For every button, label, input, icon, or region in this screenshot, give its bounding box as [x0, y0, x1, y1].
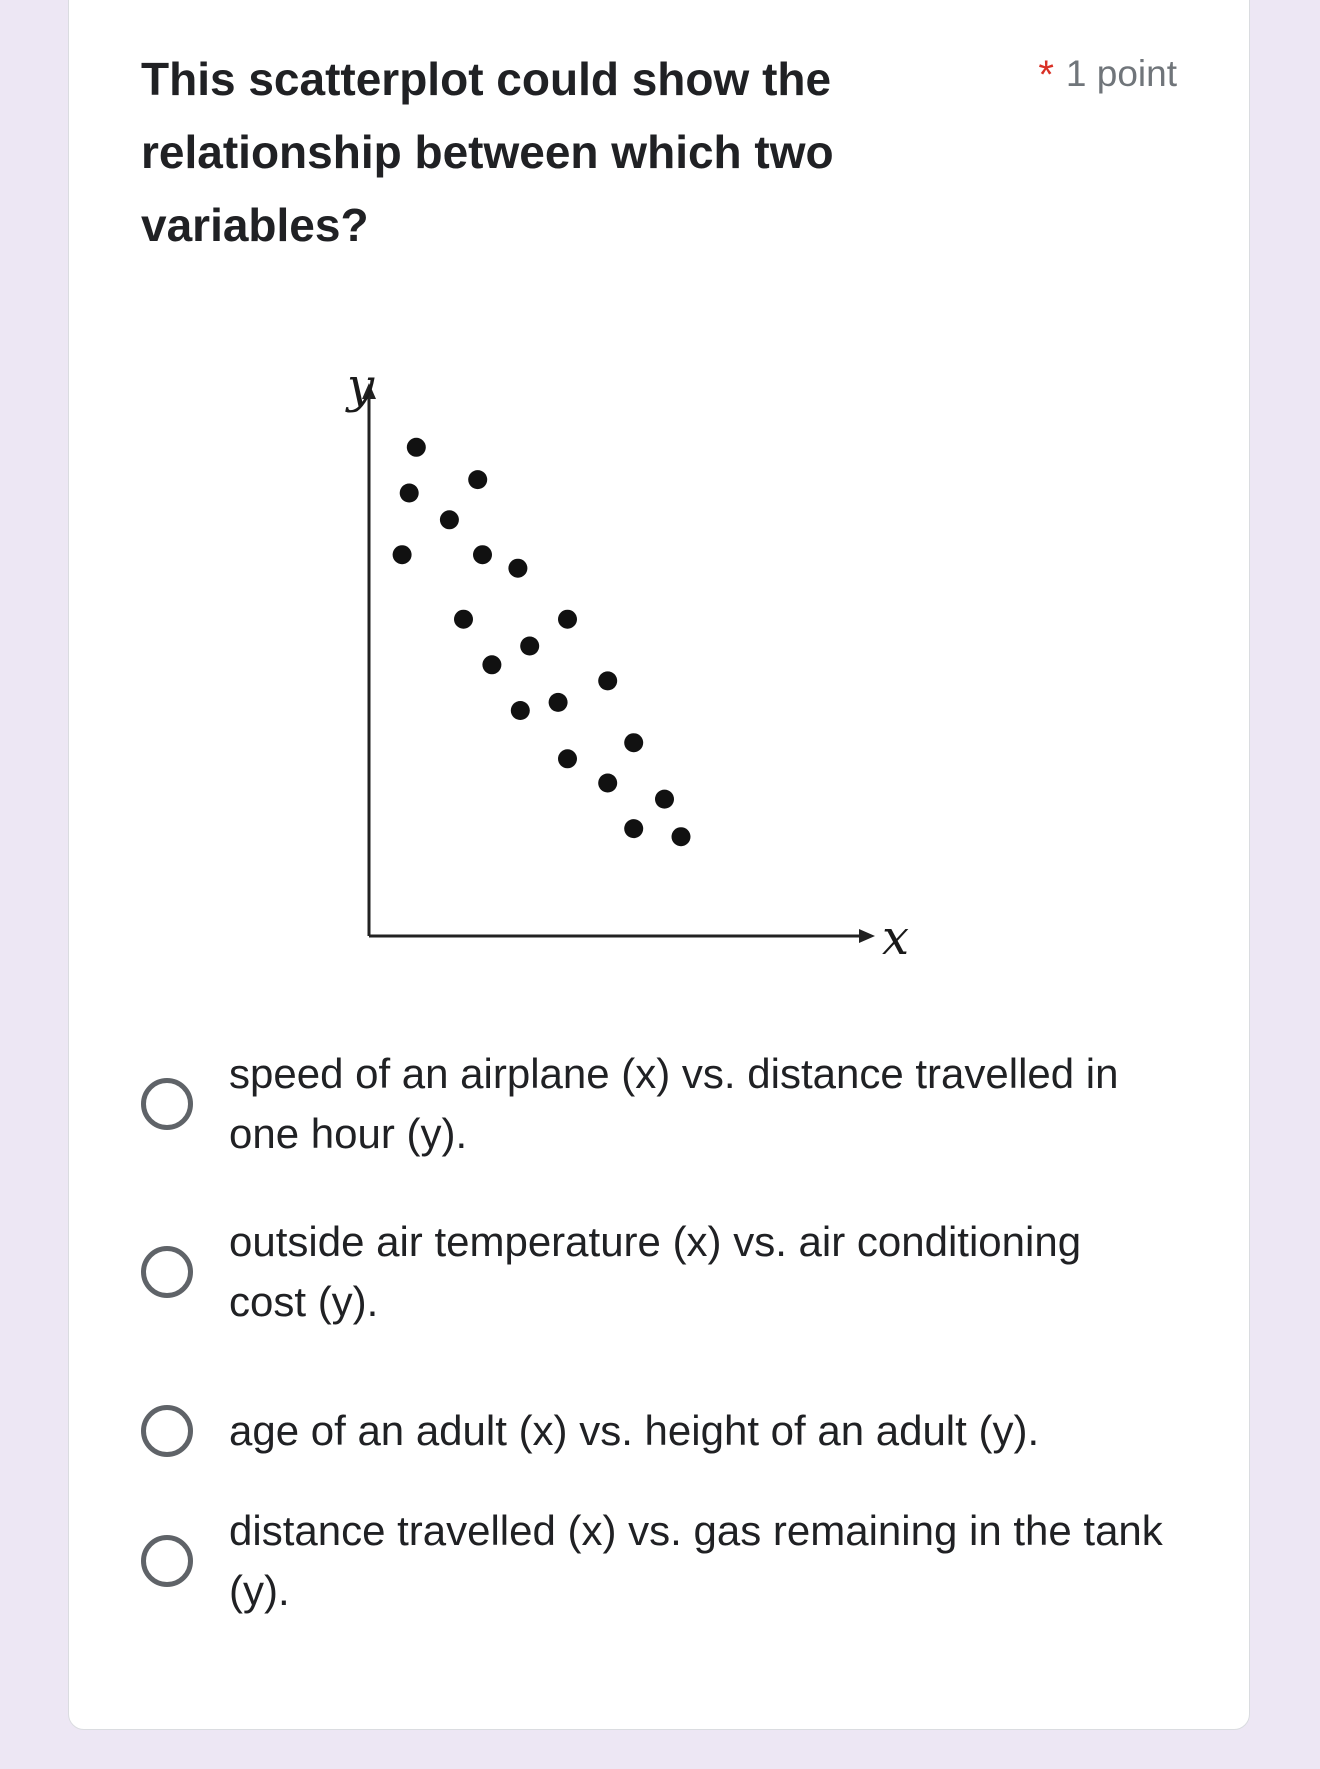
radio-button-icon[interactable] [141, 1246, 193, 1298]
scatter-point-18 [624, 819, 643, 838]
option-label: age of an adult (x) vs. height of an adult (y). [229, 1407, 1040, 1454]
scatter-point-8 [454, 610, 473, 629]
scatter-point-12 [511, 701, 530, 720]
x-axis-arrowhead [859, 929, 875, 943]
scatter-point-15 [598, 671, 617, 690]
option-label: outside air temperature (x) vs. air conditioning cost (y). [229, 1218, 1082, 1325]
scatter-point-7 [508, 559, 527, 578]
scatter-point-17 [624, 733, 643, 752]
scatter-point-6 [473, 545, 492, 564]
option-distance-travelled[interactable] [141, 1501, 1201, 1621]
scatter-point-5 [468, 470, 487, 489]
scatter-point-16 [598, 774, 617, 793]
scatter-point-10 [520, 637, 539, 656]
scatter-point-11 [558, 610, 577, 629]
option-label: speed of an airplane (x) vs. distance travelled in one hour (y). [229, 1050, 1119, 1157]
option-adult-age[interactable] [141, 1401, 1201, 1461]
scatter-points [393, 438, 691, 846]
question-points [1038, 53, 1177, 98]
x-axis-label: x [882, 910, 910, 966]
scatter-point-14 [558, 749, 577, 768]
radio-button-icon[interactable] [141, 1535, 193, 1587]
option-label: distance travelled (x) vs. gas remaining in the tank (y). [229, 1507, 1163, 1614]
scatterplot-chart [329, 361, 1009, 981]
radio-button-icon[interactable] [141, 1078, 193, 1130]
scatter-point-20 [672, 827, 691, 846]
question-title: This scatterplot could show the relationship between which two variables? [141, 53, 834, 251]
scatter-point-3 [393, 545, 412, 564]
question-card [68, 0, 1250, 1730]
y-axis-label: y [347, 361, 375, 415]
option-airplane-speed[interactable] [141, 1044, 1201, 1164]
points-value: 1 point [1065, 53, 1177, 94]
option-air-temperature[interactable] [141, 1212, 1201, 1332]
required-asterisk: * [1038, 53, 1054, 97]
scatterplot-image [329, 361, 1009, 981]
scatter-point-19 [655, 790, 674, 809]
radio-button-icon[interactable] [141, 1405, 193, 1457]
scatter-point-4 [440, 510, 459, 529]
scatter-point-13 [549, 693, 568, 712]
scatter-point-2 [400, 484, 419, 503]
scatter-point-1 [407, 438, 426, 457]
scatter-point-9 [482, 655, 501, 674]
